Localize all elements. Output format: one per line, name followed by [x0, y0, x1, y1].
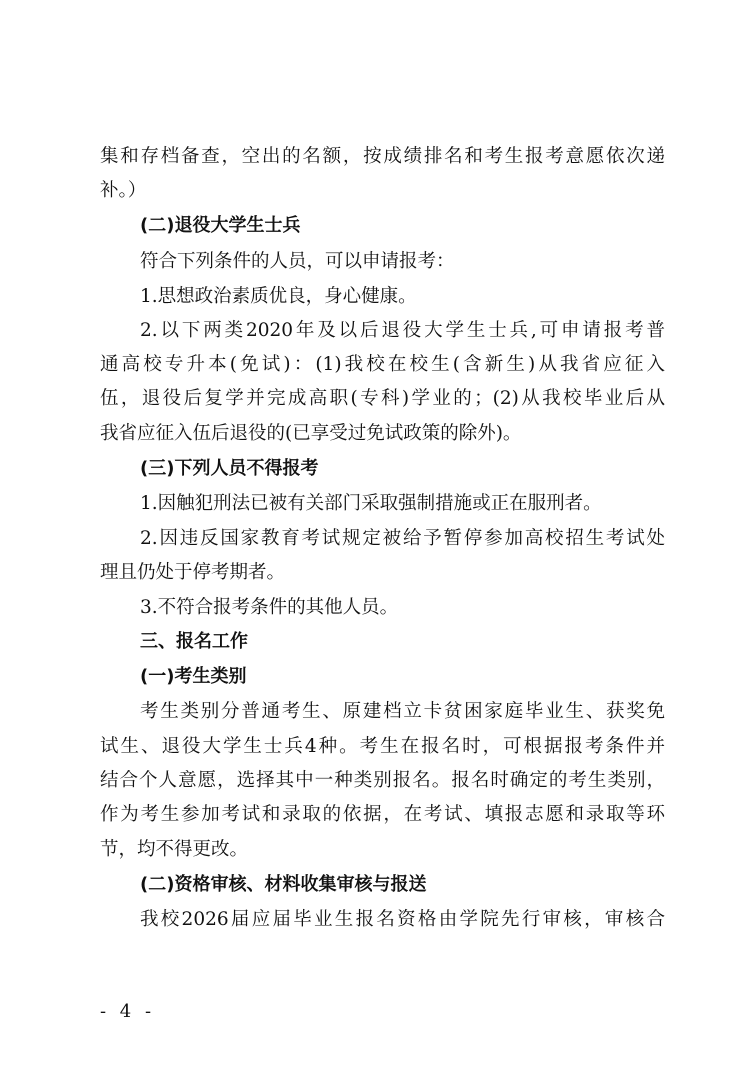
paragraph-line: 伍，退役后复学并完成高职(专科)学业的；(2)从我校毕业后从 — [100, 388, 665, 409]
paragraph-line: 集和存档备查，空出的名额，按成绩排名和考生报考意愿依次递 — [100, 146, 665, 167]
section-heading: (三)下列人员不得报考 — [140, 458, 319, 479]
paragraph-line: 结合个人意愿，选择其中一种类别报名。报名时确定的考生类别， — [100, 770, 665, 791]
paragraph-line: 我校2026届应届毕业生报名资格由学院先行审核，审核合 — [140, 909, 665, 930]
page-number: - 4 - — [100, 1001, 156, 1022]
section-heading: (二)资格审核、材料收集审核与报送 — [140, 874, 427, 895]
list-item: 2.因违反国家教育考试规定被给予暂停参加高校招生考试处 — [140, 528, 665, 549]
paragraph-line: 补。） — [100, 180, 147, 201]
chapter-heading: 三、报名工作 — [140, 631, 248, 652]
paragraph-line: 我省应征入伍后退役的(已享受过免试政策的除外)。 — [100, 423, 522, 444]
section-heading: (二)退役大学生士兵 — [140, 215, 301, 236]
paragraph-line: 理且仍处于停考期者。 — [100, 562, 286, 583]
paragraph-line: 试生、退役大学生士兵4种。考生在报名时，可根据报考条件并 — [100, 736, 665, 757]
section-heading: (一)考生类别 — [140, 666, 247, 687]
list-item: 2.以下两类2020年及以后退役大学生士兵,可申请报考普 — [140, 320, 665, 341]
paragraph-line: 通高校专升本(免试)：(1)我校在校生(含新生)从我省应征入 — [100, 354, 665, 375]
paragraph-line: 节，均不得更改。 — [100, 839, 249, 860]
paragraph-line: 符合下列条件的人员，可以申请报考： — [140, 251, 455, 272]
list-item: 3.不符合报考条件的其他人员。 — [140, 597, 399, 618]
list-item: 1.因触犯刑法已被有关部门采取强制措施或正在服刑者。 — [140, 493, 602, 514]
paragraph-line: 作为考生参加考试和录取的依据，在考试、填报志愿和录取等环 — [100, 804, 665, 825]
paragraph-line: 考生类别分普通考生、原建档立卡贫困家庭毕业生、获奖免 — [140, 701, 665, 722]
list-item: 1.思想政治素质优良，身心健康。 — [140, 286, 417, 307]
